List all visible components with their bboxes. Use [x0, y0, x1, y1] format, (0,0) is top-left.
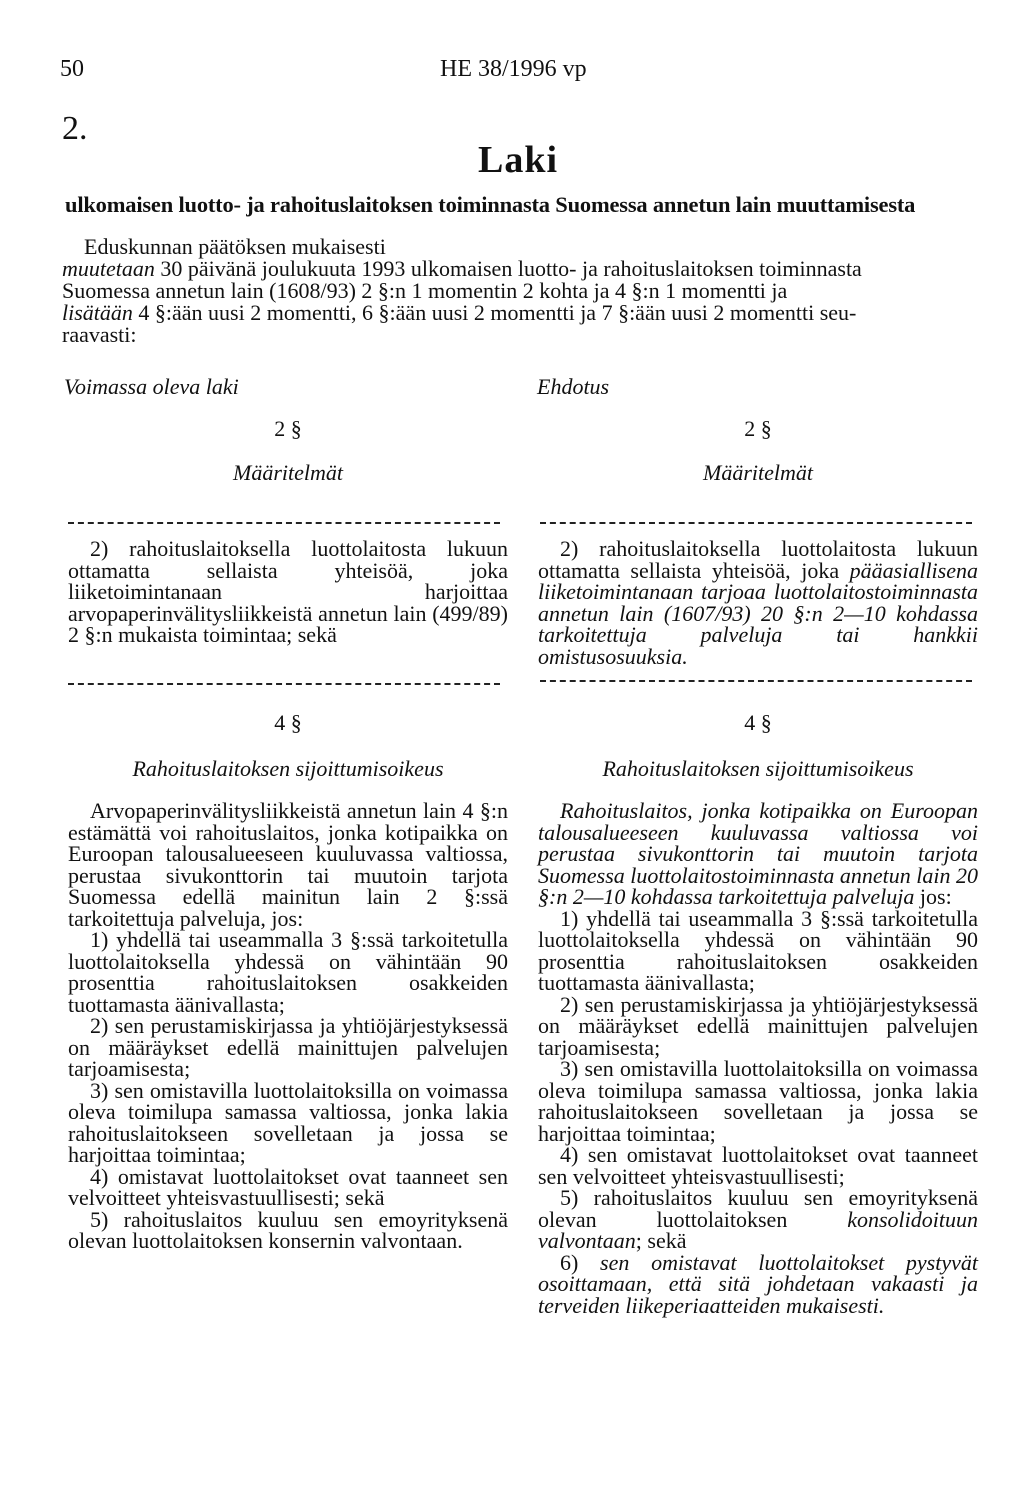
intro-line-5: raavasti:	[62, 322, 137, 347]
left-section-4-intro: Arvopaperinvälitysliikkeistä annetun lain 4 §:n estämättä voi rahoituslaitos, jonka kotipaikka on Euroopan talousalueeseen kuuluvassa valtiossa, perustaa sivukonttorin tai muutoin tarjota Suomessa edellä mainitun lain 2 §:ssä tarkoitettuja palveluja, jos:	[68, 798, 508, 931]
document-reference: HE 38/1996 vp	[440, 56, 587, 82]
right-item-5-amended: konsolidoituun valvontaan	[538, 1206, 978, 1253]
left-section-4-number: 4 §	[274, 710, 302, 735]
left-section-2-text: 2) rahoituslaitoksella luottolaitosta lukuun ottamatta sellaista yhteisöä, joka liiketoimintanaan harjoittaa arvopaperinvälitysliikkeistä annetun lain (499/89) 2 §:n mukaista toimintaa; sekä	[68, 536, 508, 647]
right-section-2-text-plain: 2) rahoituslaitoksella luottolaitosta lukuun ottamatta sellaista yhteisöä, joka	[538, 536, 978, 583]
left-item-2: 2) sen perustamiskirjassa ja yhtiöjärjestyksessä on määräykset edellä mainittujen palvelujen tarjoamisesta;	[68, 1013, 508, 1081]
column-heading-current-law: Voimassa oleva laki	[64, 374, 239, 399]
page-number: 50	[60, 56, 84, 82]
intro-line-2-text: 30 päivänä joulukuuta 1993 ulkomaisen luotto- ja rahoituslaitoksen toiminnasta	[154, 256, 862, 281]
intro-keyword-add: lisätään	[62, 300, 133, 325]
left-section-2-heading: Määritelmät	[233, 460, 343, 485]
left-item-5: 5) rahoituslaitos kuuluu sen emoyrityksenä olevan luottolaitoksen konsernin valvontaan.	[68, 1206, 508, 1253]
intro-line-1: Eduskunnan päätöksen mukaisesti	[84, 234, 386, 259]
right-item-6	[538, 1249, 979, 1318]
right-section-2-heading: Määritelmät	[703, 460, 813, 485]
right-section-2-text-amended: pääasiallisena liiketoimintanaan tarjoaa luottolaitostoiminnasta annetun lain (1607/93) 20 §:n 2—10 kohdassa tarkoitettuja palveluja tai hankkii omistusosuuksia.	[538, 557, 978, 669]
left-item-3: 3) sen omistavilla luottolaitoksilla on voimassa oleva toimilupa samassa valtiossa, jonka lakia rahoituslaitokseen sovelletaan ja jossa se harjoittaa toimintaa;	[68, 1077, 508, 1167]
left-omission-line-top	[68, 522, 500, 524]
right-item-5-end: ; sekä	[635, 1228, 687, 1253]
left-item-1: 1) yhdellä tai useammalla 3 §:ssä tarkoitetulla luottolaitoksella yhdessä on vähintään 90 prosenttia rahoituslaitoksen osakkeiden tuottamasta äänivallasta;	[68, 927, 508, 1017]
right-section-4-intro-plain: jos:	[914, 884, 952, 909]
intro-line-2	[62, 258, 974, 280]
law-subtitle: ulkomaisen luotto- ja rahoituslaitoksen toiminnasta Suomessa annetun lain muuttamisesta	[65, 192, 916, 217]
right-section-4-intro	[538, 800, 978, 908]
right-section-4-heading: Rahoituslaitoksen sijoittumisoikeus	[602, 756, 914, 781]
right-omission-line-bottom	[540, 680, 972, 682]
right-item-2: 2) sen perustamiskirjassa ja yhtiöjärjestyksessä on määräykset edellä mainittujen palvelujen tarjoamisesta;	[538, 991, 978, 1060]
left-item-4: 4) omistavat luottolaitokset ovat taanneet sen velvoitteet yhteisvastuullisesti; sekä	[68, 1163, 508, 1210]
enactment-clause	[62, 236, 974, 346]
right-section-4-intro-amended: Rahoituslaitos, jonka kotipaikka on Euroopan talousalueeseen kuuluvassa valtiossa voi perustaa sivukonttorin tai muutoin tarjota Suomessa luottolaitostoiminnasta annetun lain 20 §:n 2—10 kohdassa tarkoitettuja palveluja	[538, 798, 979, 909]
right-section-2-text	[538, 538, 978, 667]
right-item-3: 3) sen omistavilla luottolaitoksilla on voimassa oleva toimilupa samassa valtiossa, jonka lakia rahoituslaitokseen sovelletaan ja jossa se harjoittaa toimintaa;	[538, 1056, 978, 1146]
intro-line-4	[62, 302, 974, 324]
right-item-5-plain: 5) rahoituslaitos kuuluu sen emoyrityksenä olevan luottolaitoksen	[538, 1185, 978, 1232]
right-section-4-body	[538, 800, 978, 1316]
section-number: 2.	[62, 110, 88, 147]
right-item-6-plain: 6)	[560, 1249, 601, 1275]
right-section-2-number: 2 §	[744, 416, 772, 441]
intro-line-3: Suomessa annetun lain (1608/93) 2 §:n 1 momentin 2 kohta ja 4 §:n 1 momentti ja	[62, 278, 788, 303]
right-item-1: 1) yhdellä tai useammalla 3 §:ssä tarkoitetulla luottolaitoksella yhdessä on vähintään 90 prosenttia rahoituslaitoksen osakkeiden tuottamasta äänivallasta;	[538, 905, 978, 995]
law-title: Laki	[477, 139, 559, 181]
left-omission-line-bottom	[68, 683, 500, 685]
left-section-4-heading: Rahoituslaitoksen sijoittumisoikeus	[132, 756, 444, 781]
right-omission-line-top	[540, 522, 972, 524]
left-section-4-body	[68, 800, 508, 1252]
right-section-4-number: 4 §	[744, 710, 772, 735]
column-heading-proposal: Ehdotus	[537, 374, 610, 399]
left-section-2-number: 2 §	[274, 416, 302, 441]
intro-keyword-amend: muutetaan	[62, 256, 155, 281]
right-item-4: 4) sen omistavat luottolaitokset ovat taanneet sen velvoitteet yhteisvastuullisesti;	[538, 1142, 978, 1189]
intro-line-4-text: 4 §:ään uusi 2 momentti, 6 §:ään uusi 2 momentti ja 7 §:ään uusi 2 momentti seu-	[132, 300, 857, 325]
right-item-5	[538, 1187, 978, 1252]
right-item-6-amended: sen omistavat luottolaitokset pystyvät osoittamaan, että sitä johdetaan vakaasti ja terveiden liikeperiaatteiden mukaisesti.	[538, 1249, 979, 1318]
